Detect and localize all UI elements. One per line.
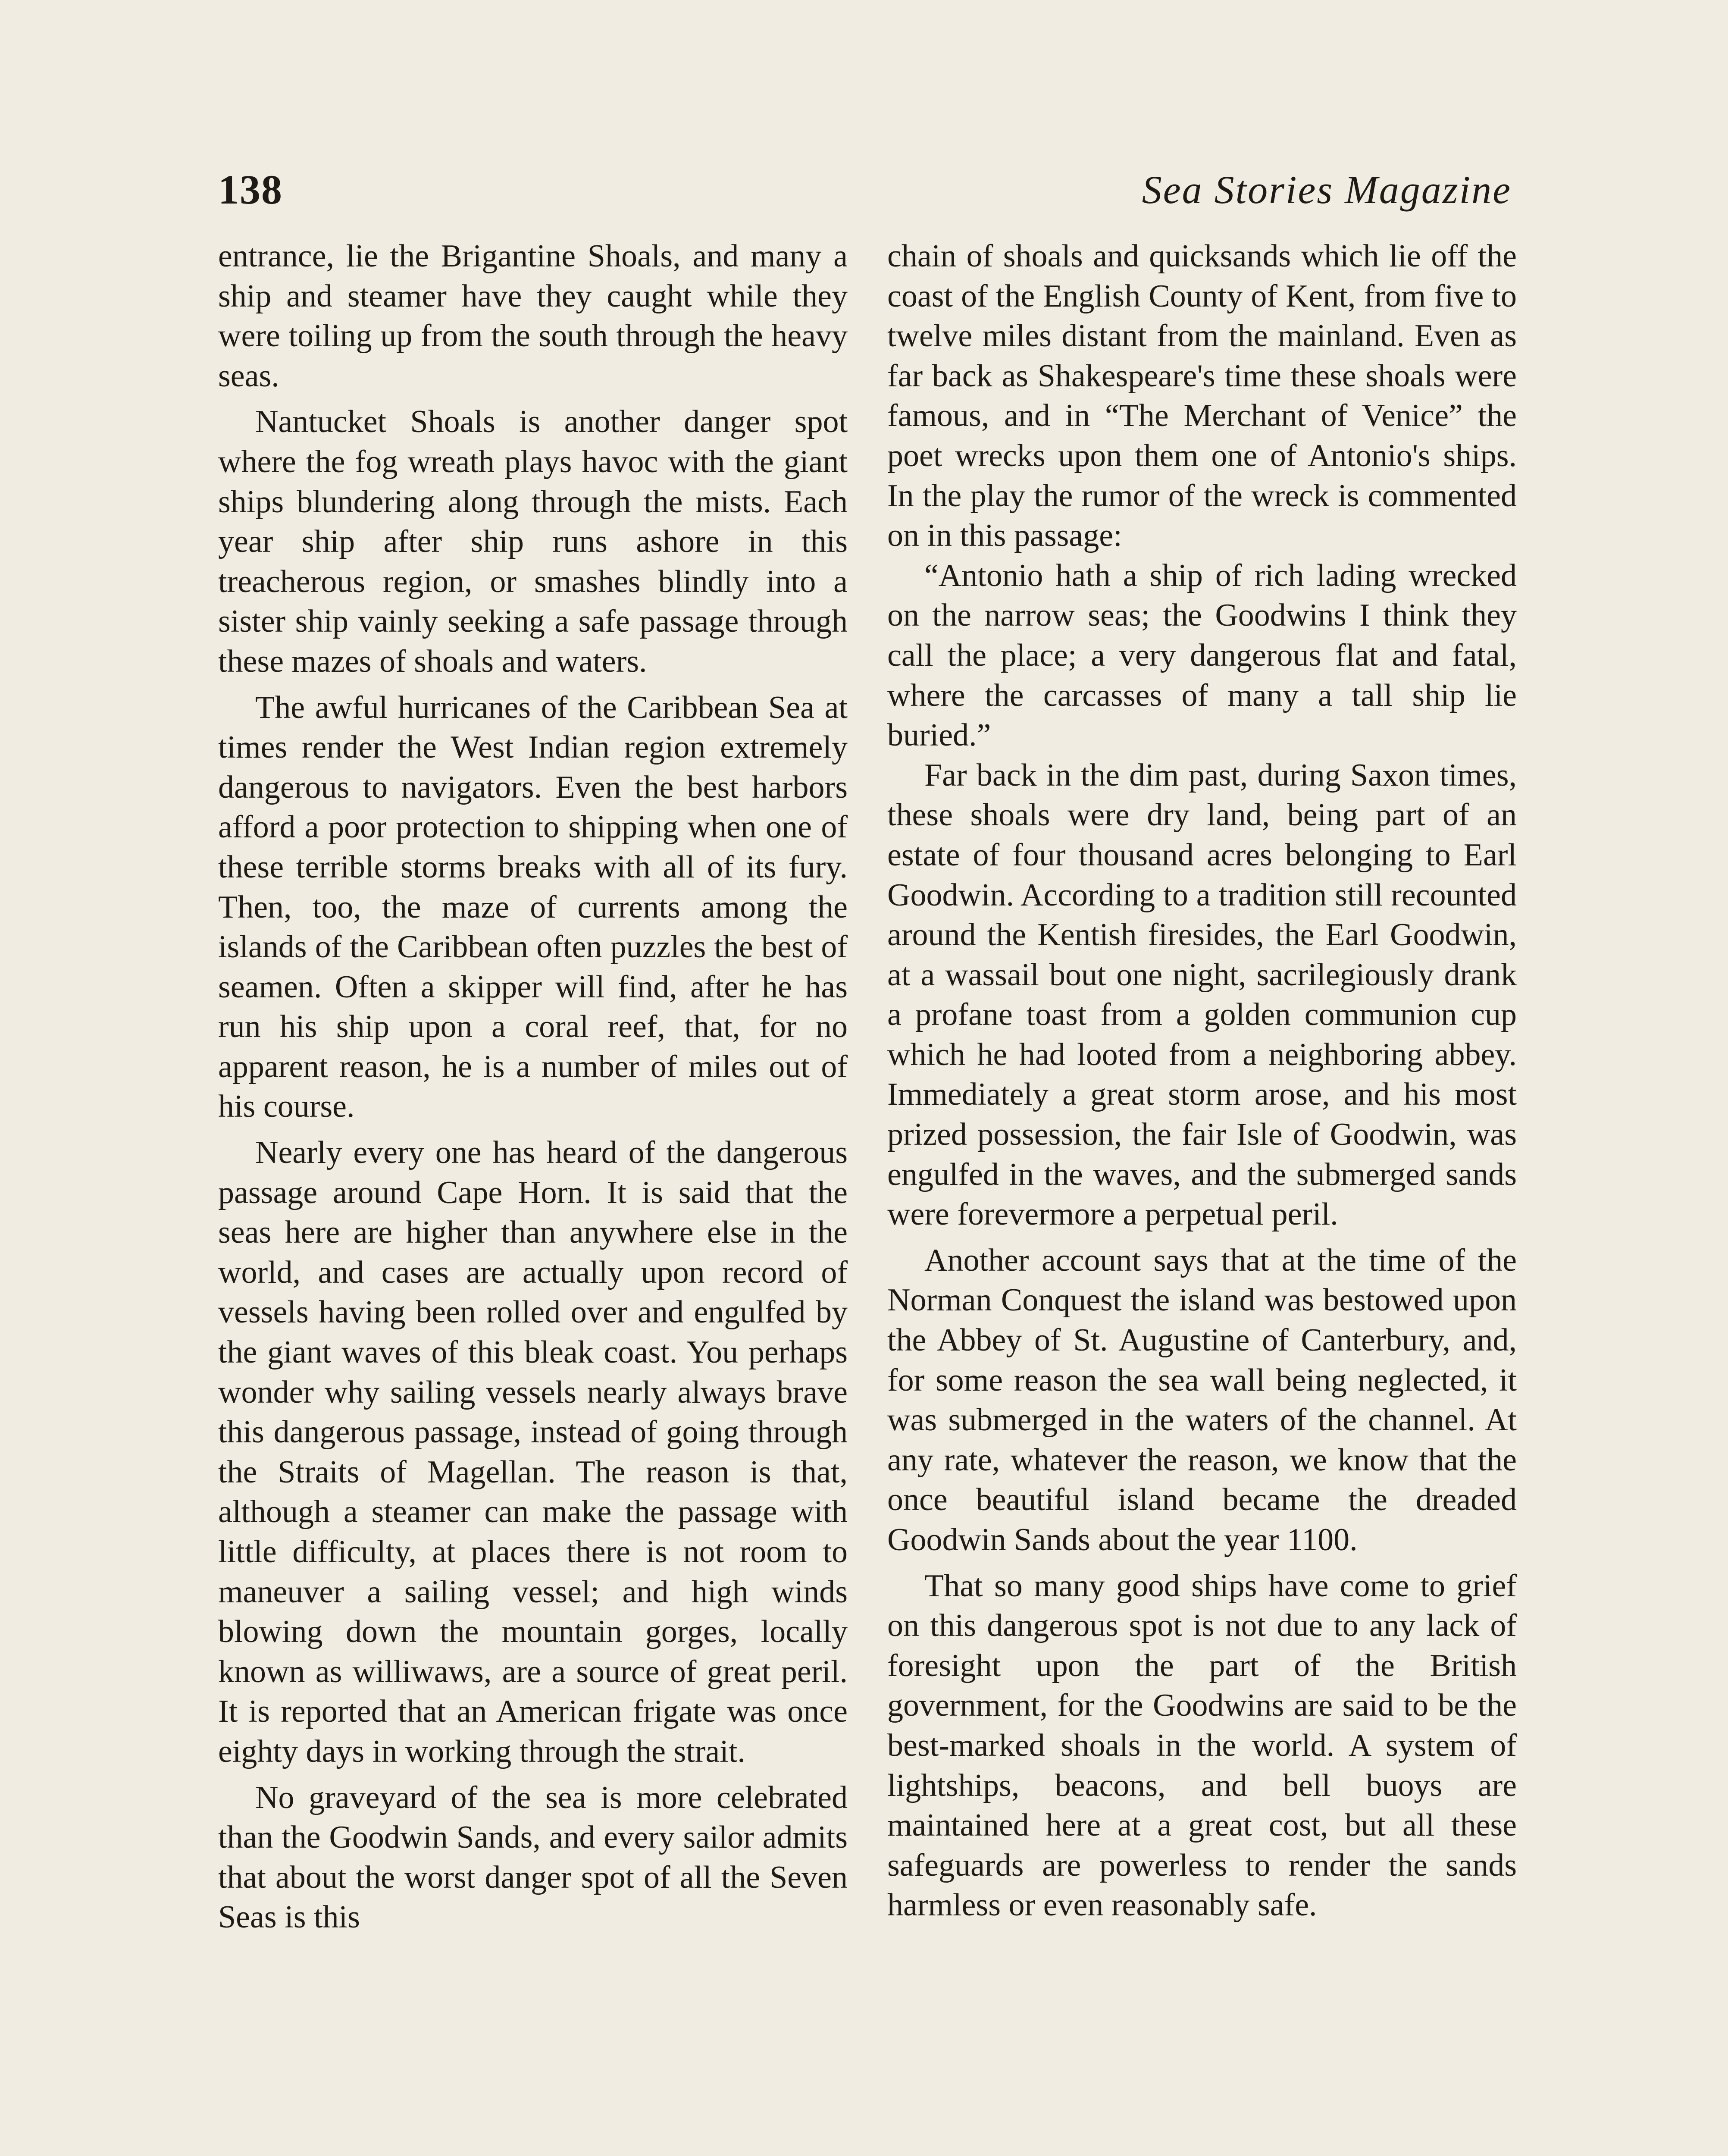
right-column bbox=[887, 236, 1517, 1925]
left-column bbox=[218, 236, 848, 1937]
paragraph: Another account says that at the time of the Norman Conquest the island was bestowed upon the Abbey of St. Augustine of Canterbury, and, for some reason the sea wall being neglected, it was submerged in the waters of the channel. At any rate, whatever the reason, we know that the once beautiful island became the dreaded Goodwin Sands about the year 1100. bbox=[887, 1242, 1517, 1557]
paragraph: Nantucket Shoals is another danger spot where the fog wreath plays havoc with the giant ships blundering along through the mists. Each year ship after ship runs ashore in this treacherous region, or smashes blindly into a sister ship vainly seeking a safe passage through these mazes of shoals and waters. bbox=[218, 404, 848, 679]
paragraph: That so many good ships have come to grief on this dangerous spot is not due to any lack of foresight upon the part of the British government, for the Goodwins are said to be the best-marked shoals in the world. A system of lightships, beacons, and bell buoys are maintained here at a great cost, but all these safeguards are powerless to render the sands harmless or even reasonably safe. bbox=[887, 1568, 1517, 1923]
paragraph: The awful hurricanes of the Caribbean Sea at times render the West Indian region extremely dangerous to navigators. Even the best harbors afford a poor protection to shipping when one of these terrible storms breaks with all of its fury. Then, too, the maze of currents among the islands of the Caribbean often puzzles the best of seamen. Often a skipper will find, after he has run his ship upon a coral reef, that, for no apparent reason, he is a number of miles out of his course. bbox=[218, 689, 848, 1125]
running-title: Sea Stories Magazine bbox=[1142, 168, 1512, 212]
paragraph: No graveyard of the sea is more celebrated than the Goodwin Sands, and every sailor admits that about the worst danger spot of all the Seven Seas is this bbox=[218, 1780, 848, 1935]
page-header bbox=[218, 160, 1512, 220]
quotation-paragraph: “Antonio hath a ship of rich lading wrecked on the narrow seas; the Goodwins I think they call the place; a very dangerous flat and fatal, where the carcasses of many a tall ship lie buried.” bbox=[887, 558, 1517, 753]
page-number: 138 bbox=[218, 166, 283, 213]
paragraph: Far back in the dim past, during Saxon times, these shoals were dry land, being part of an estate of four thousand acres belonging to Earl Goodwin. According to a tradition still recounted around the Kentish firesides, the Earl Goodwin, at a wassail bout one night, sacrilegiously drank a profane toast from a golden communion cup which he had looted from a neighboring abbey. Immediately a great storm arose, and his most prized possession, the fair Isle of Goodwin, was engulfed in the waves, and the submerged sands were forevermore a perpetual peril. bbox=[887, 757, 1517, 1232]
paragraph: entrance, lie the Brigantine Shoals, and many a ship and steamer have they caught while they were toiling up from the south through the heavy seas. bbox=[218, 238, 848, 394]
paragraph: chain of shoals and quicksands which lie off the coast of the English County of Kent, from five to twelve miles distant from the mainland. Even as far back as Shakespeare's time these shoals were famous, and in “The Merchant of Venice” the poet wrecks upon them one of Antonio's ships. In the play the rumor of the wreck is commented on in this passage: bbox=[887, 238, 1517, 554]
paragraph: Nearly every one has heard of the dangerous passage around Cape Horn. It is said that the seas here are higher than anywhere else in the world, and cases are actually upon record of vessels having been rolled over and engulfed by the giant waves of this bleak coast. You perhaps wonder why sailing vessels nearly always brave this dangerous passage, instead of going through the Straits of Magellan. The reason is that, although a steamer can make the passage with little difficulty, at places there is not room to maneuver a sailing vessel; and high winds blowing down the mountain gorges, locally known as williwaws, are a source of great peril. It is reported that an American frigate was once eighty days in working through the strait. bbox=[218, 1135, 848, 1769]
